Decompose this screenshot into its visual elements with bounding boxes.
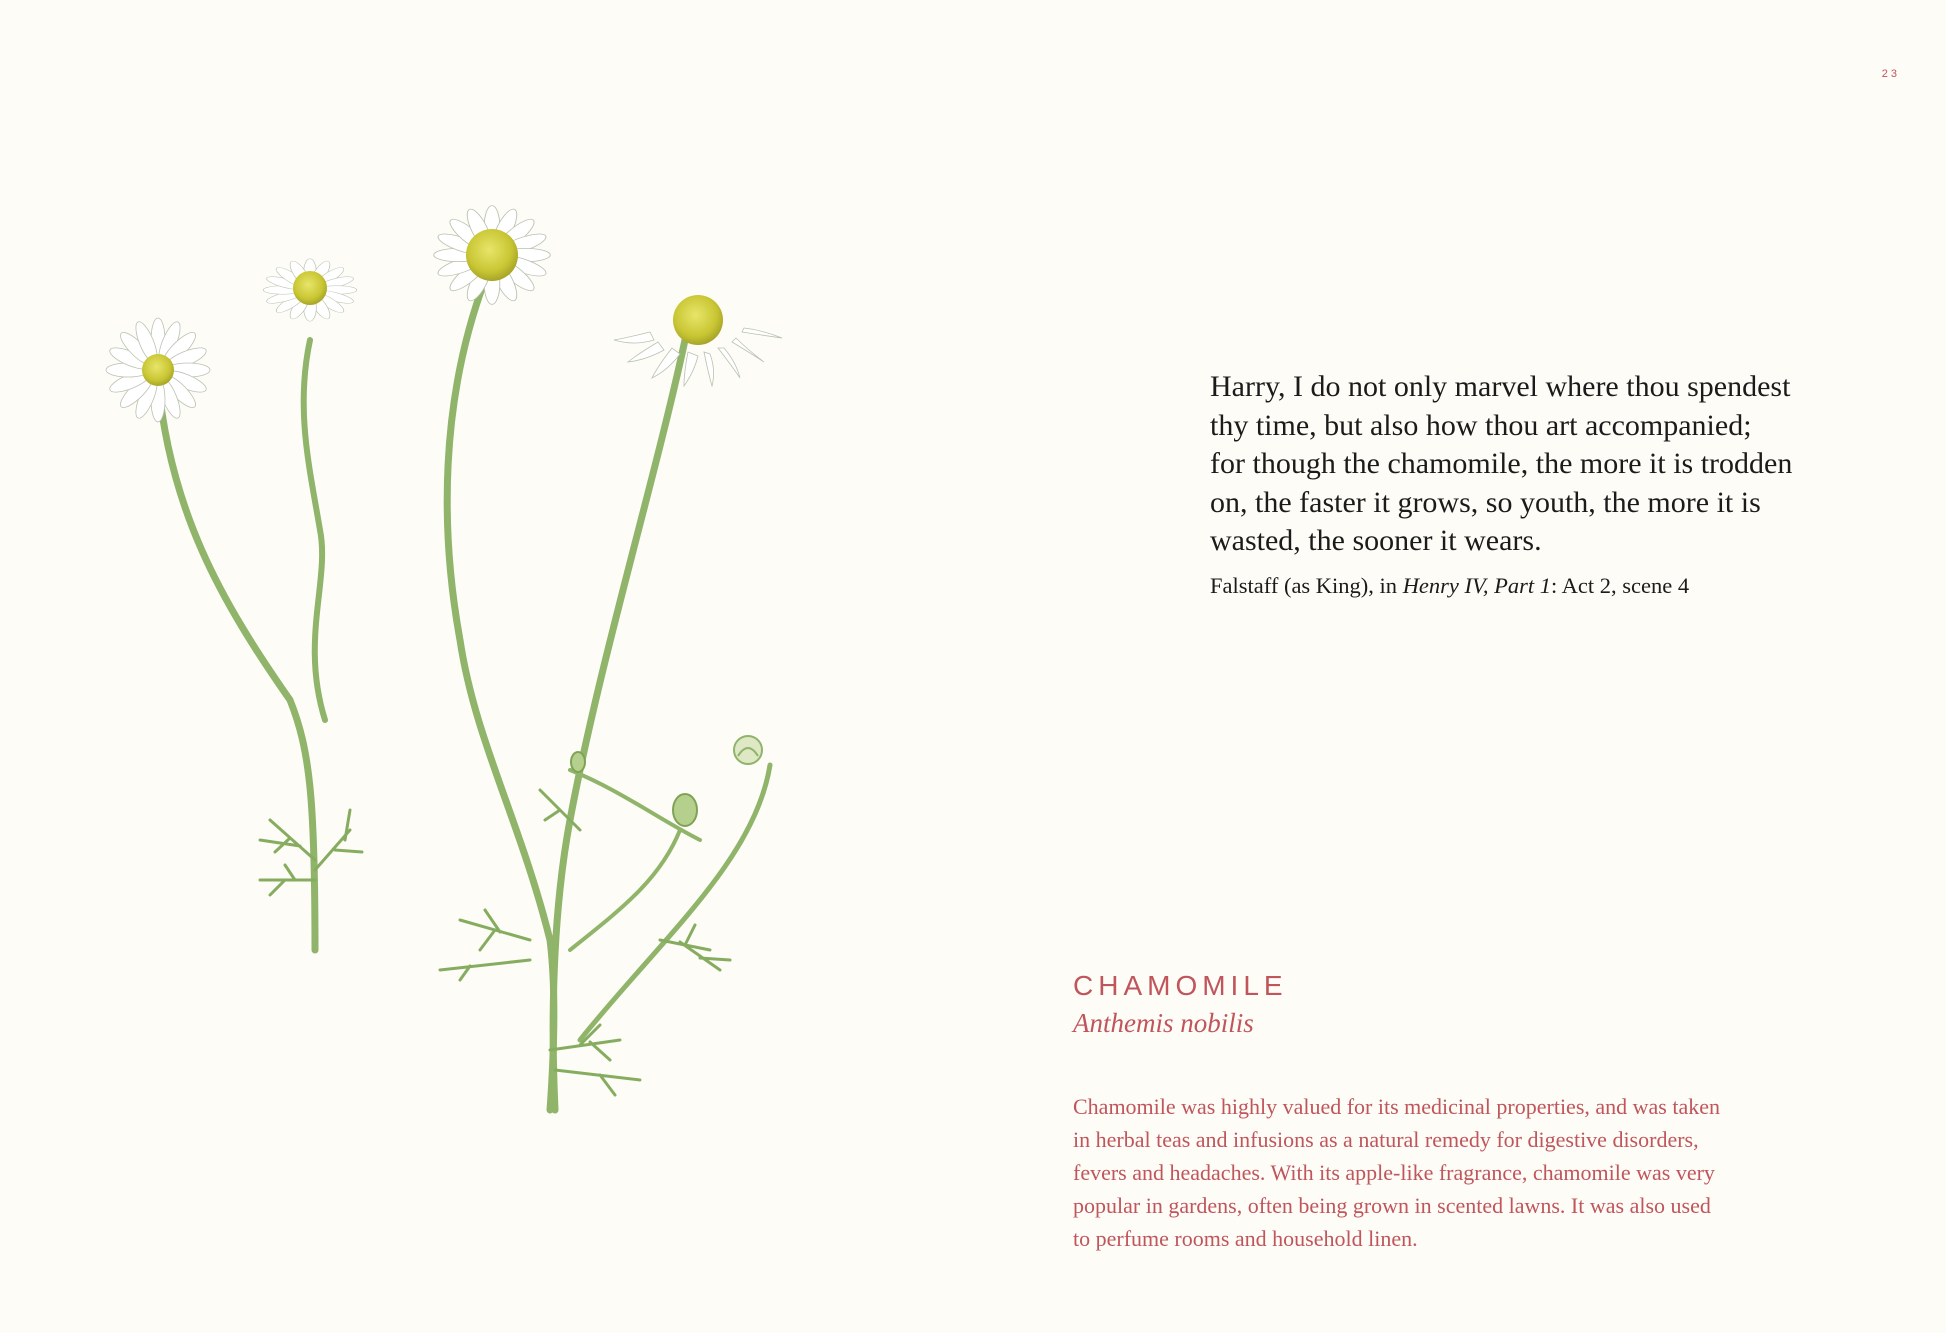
flower-open (106, 318, 210, 422)
quote-line: Harry, I do not only marvel where thou spendest (1210, 370, 1791, 403)
attribution-prefix: Falstaff (as King), in (1210, 572, 1403, 598)
plant-description (1073, 1090, 1833, 1255)
stem (304, 340, 325, 720)
plant-heading: CHAMOMILE (1073, 970, 1288, 1001)
stem (447, 280, 554, 1110)
description-line: in herbal teas and infusions as a natural remedy for digestive disorders, (1073, 1127, 1699, 1152)
quote-line: on, the faster it grows, so youth, the more it is (1210, 485, 1761, 519)
quote-line: for though the chamomile, the more it is trodden (1210, 447, 1793, 480)
plant-latin-name: Anthemis nobilis (1073, 1008, 1254, 1038)
quote-line: wasted, the sooner it wears. (1210, 524, 1542, 557)
attribution-suffix: : Act 2, scene 4 (1551, 572, 1690, 598)
description-line: to perfume rooms and household linen. (1073, 1226, 1418, 1251)
bud (673, 794, 697, 826)
description-line: Chamomile was highly valued for its medicinal properties, and was taken (1073, 1094, 1721, 1119)
quote-block (1210, 368, 1850, 599)
bud (734, 736, 762, 764)
description-line: fevers and headaches. With its apple-like fragrance, chamomile was very (1073, 1160, 1715, 1185)
stem (570, 830, 680, 950)
attribution-work: Henry IV, Part 1 (1402, 572, 1552, 598)
chamomile-illustration (100, 180, 820, 1140)
quote-text (1210, 368, 1850, 561)
quote-attribution (1210, 573, 1850, 599)
description-line: popular in gardens, often being grown in scented lawns. It was also used (1073, 1193, 1711, 1218)
page-number: 23 (1881, 68, 1900, 80)
bud (571, 752, 585, 772)
stem (158, 380, 315, 950)
quote-line: thy time, but also how thou art accompanied; (1210, 408, 1752, 442)
